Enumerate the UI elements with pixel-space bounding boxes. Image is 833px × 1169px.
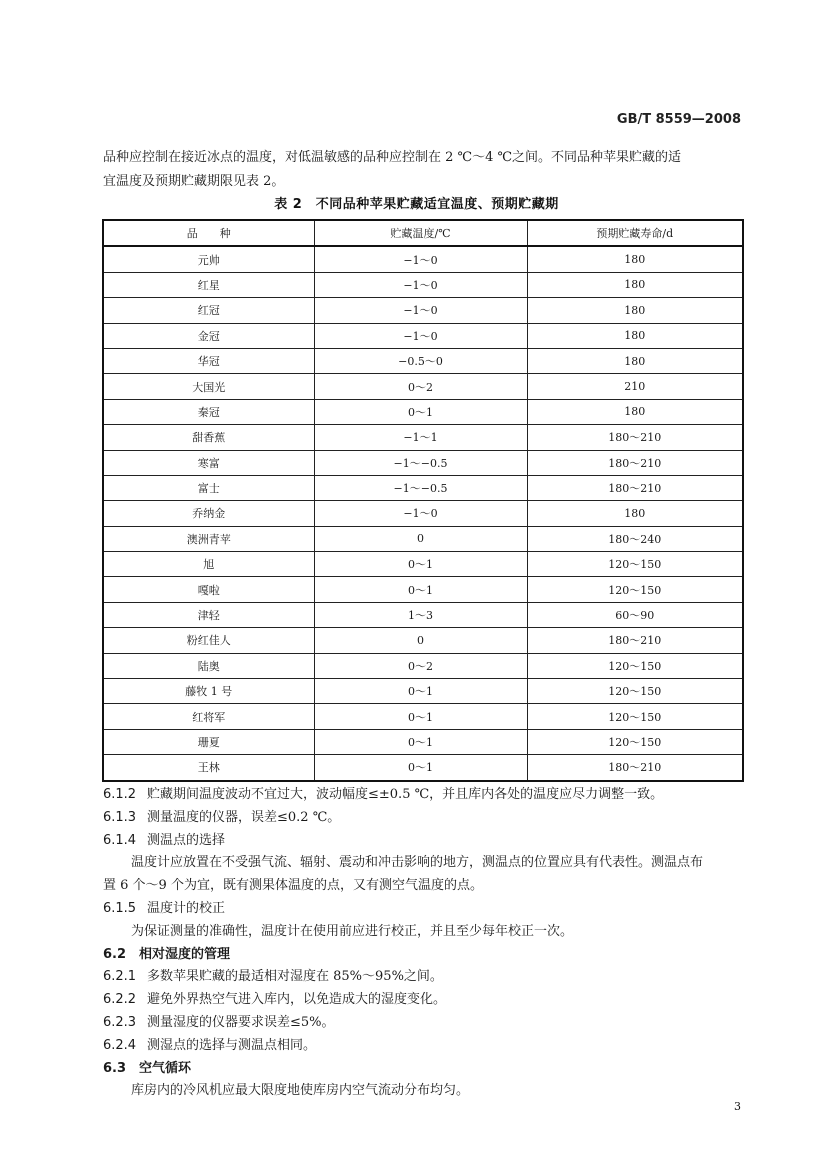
table-caption: 表 2 不同品种苹果贮藏适宜温度、预期贮藏期 [274, 197, 559, 212]
clause-text: 温度计应放置在不受强气流、辐射、震动和冲击影响的地方，测温点的位置应具有代表性。测温点布 [131, 855, 704, 871]
cell-storage-life: 180 [527, 272, 743, 297]
table-row [103, 679, 743, 704]
table-row [103, 425, 743, 450]
cell-storage-life: 60～90 [527, 602, 743, 627]
section-line [103, 830, 753, 853]
cell-variety: 寒富 [103, 450, 314, 475]
cell-temperature: 0～1 [314, 577, 527, 602]
cell-temperature: −1～0 [314, 323, 527, 348]
cell-temperature: 0 [314, 526, 527, 551]
clause-text: 避免外界热空气进入库内，以免造成大的湿度变化。 [147, 992, 447, 1008]
section-line [103, 1080, 753, 1103]
cell-variety: 秦冠 [103, 399, 314, 424]
cell-variety: 粉红佳人 [103, 628, 314, 653]
cell-temperature: 0～1 [314, 552, 527, 577]
table-row [103, 526, 743, 551]
table-row [103, 348, 743, 373]
clause-number: 6.3 [103, 1060, 127, 1076]
cell-storage-life: 120～150 [527, 577, 743, 602]
cell-storage-life: 180～240 [527, 526, 743, 551]
section-line [103, 1035, 753, 1058]
cell-storage-life: 180～210 [527, 475, 743, 500]
clause-text: 贮藏期间温度波动不宜过大，波动幅度≤±0.5 ℃，并且库内各处的温度应尽力调整一致。 [147, 787, 664, 802]
clause-text: 多数苹果贮藏的最适相对湿度在 85%～95%之间。 [147, 969, 443, 985]
table-body [103, 246, 743, 780]
cell-variety: 红冠 [103, 298, 314, 323]
cell-storage-life: 210 [527, 374, 743, 399]
table-header-row [103, 220, 743, 246]
cell-temperature: −1～0 [314, 501, 527, 526]
clause-number: 6.2.3 [103, 1014, 137, 1030]
cell-temperature: 0～1 [314, 399, 527, 424]
cell-variety: 华冠 [103, 348, 314, 373]
cell-variety: 甜香蕉 [103, 425, 314, 450]
header-temperature: 贮藏温度/℃ [314, 220, 527, 246]
cell-variety: 旭 [103, 552, 314, 577]
intro-line-2: 宜温度及预期贮藏期限见表 2。 [103, 174, 285, 189]
cell-temperature: 0～1 [314, 755, 527, 781]
clause-text: 库房内的冷风机应最大限度地使库房内空气流动分布均匀。 [131, 1083, 470, 1099]
section-line [103, 966, 753, 989]
cell-storage-life: 180～210 [527, 628, 743, 653]
clause-text: 相对湿度的管理 [139, 946, 231, 962]
cell-temperature: −1～−0.5 [314, 450, 527, 475]
table-row [103, 755, 743, 781]
section-heading [103, 944, 753, 967]
cell-storage-life: 180～210 [527, 755, 743, 781]
section-line [103, 898, 753, 921]
table-row [103, 475, 743, 500]
clause-number: 6.2 [103, 946, 127, 962]
table-row [103, 628, 743, 653]
cell-storage-life: 180 [527, 399, 743, 424]
section-line [103, 989, 753, 1012]
cell-temperature: −1～−0.5 [314, 475, 527, 500]
table-row [103, 704, 743, 729]
section-line [103, 784, 753, 807]
cell-temperature: 0～1 [314, 679, 527, 704]
table-row [103, 602, 743, 627]
cell-storage-life: 180 [527, 348, 743, 373]
clause-text: 温度计的校正 [147, 900, 226, 916]
clause-text: 测量湿度的仪器要求误差≤5%。 [147, 1014, 335, 1030]
cell-temperature: 0～2 [314, 374, 527, 399]
cell-variety: 金冠 [103, 323, 314, 348]
cell-storage-life: 180 [527, 323, 743, 348]
cell-variety: 澳洲青苹 [103, 526, 314, 551]
cell-storage-life: 180～210 [527, 425, 743, 450]
table-row [103, 246, 743, 272]
clause-number: 6.1.5 [103, 900, 137, 916]
cell-variety: 乔纳金 [103, 501, 314, 526]
cell-variety: 珊夏 [103, 729, 314, 754]
cell-temperature: −1～0 [314, 298, 527, 323]
cell-variety: 红将军 [103, 704, 314, 729]
clause-text: 置 6 个～9 个为宜，既有测果体温度的点，又有测空气温度的点。 [103, 878, 483, 894]
clause-text: 测温点的选择 [147, 832, 226, 848]
table-row [103, 374, 743, 399]
table-row [103, 450, 743, 475]
storage-table [102, 219, 744, 782]
cell-storage-life: 120～150 [527, 704, 743, 729]
standard-code: GB/T 8559—2008 [616, 112, 741, 127]
cell-temperature: 0 [314, 628, 527, 653]
section-body [103, 784, 753, 1103]
cell-variety: 陆奥 [103, 653, 314, 678]
table-row [103, 272, 743, 297]
cell-storage-life: 180 [527, 501, 743, 526]
cell-storage-life: 180 [527, 298, 743, 323]
cell-variety: 元帅 [103, 246, 314, 272]
clause-text: 为保证测量的准确性，温度计在使用前应进行校正，并且至少每年校正一次。 [131, 923, 574, 939]
clause-number: 6.1.3 [103, 809, 137, 825]
cell-temperature: 1～3 [314, 602, 527, 627]
clause-number: 6.2.4 [103, 1037, 137, 1053]
clause-number: 6.2.1 [103, 969, 137, 985]
cell-temperature: −0.5～0 [314, 348, 527, 373]
cell-temperature: −1～0 [314, 246, 527, 272]
cell-storage-life: 120～150 [527, 653, 743, 678]
clause-text: 测湿点的选择与测温点相同。 [147, 1037, 317, 1053]
cell-temperature: −1～1 [314, 425, 527, 450]
table-row [103, 577, 743, 602]
cell-storage-life: 180 [527, 246, 743, 272]
cell-variety: 藤牧 1 号 [103, 679, 314, 704]
clause-number: 6.1.4 [103, 832, 137, 848]
table-row [103, 552, 743, 577]
section-heading [103, 1058, 753, 1081]
clause-text: 空气循环 [139, 1060, 192, 1076]
cell-storage-life: 120～150 [527, 679, 743, 704]
table-row [103, 323, 743, 348]
cell-variety: 红星 [103, 272, 314, 297]
cell-variety: 大国光 [103, 374, 314, 399]
clause-number: 6.1.2 [103, 787, 137, 802]
clause-text: 测量温度的仪器，误差≤0.2 ℃。 [147, 809, 341, 825]
table-row [103, 399, 743, 424]
section-line [103, 875, 753, 898]
cell-variety: 富士 [103, 475, 314, 500]
cell-variety: 嘎啦 [103, 577, 314, 602]
table-row [103, 653, 743, 678]
section-line [103, 1012, 753, 1035]
header-storage-life: 预期贮藏寿命/d [527, 220, 743, 246]
intro-line-1: 品种应控制在接近冰点的温度，对低温敏感的品种应控制在 2 ℃～4 ℃之间。不同品种苹果贮藏的适 [103, 150, 682, 165]
cell-temperature: 0～1 [314, 729, 527, 754]
cell-variety: 津轻 [103, 602, 314, 627]
table-row [103, 298, 743, 323]
section-line [103, 852, 753, 875]
cell-temperature: 0～2 [314, 653, 527, 678]
page-number: 3 [734, 1100, 741, 1113]
cell-storage-life: 180～210 [527, 450, 743, 475]
intro-paragraph [103, 146, 743, 194]
cell-storage-life: 120～150 [527, 729, 743, 754]
cell-variety: 王林 [103, 755, 314, 781]
clause-number: 6.2.2 [103, 992, 137, 1008]
cell-storage-life: 120～150 [527, 552, 743, 577]
cell-temperature: 0～1 [314, 704, 527, 729]
cell-temperature: −1～0 [314, 272, 527, 297]
table-row [103, 501, 743, 526]
section-line [103, 807, 753, 830]
table-row [103, 729, 743, 754]
header-variety: 品 种 [103, 220, 314, 246]
section-line [103, 921, 753, 944]
